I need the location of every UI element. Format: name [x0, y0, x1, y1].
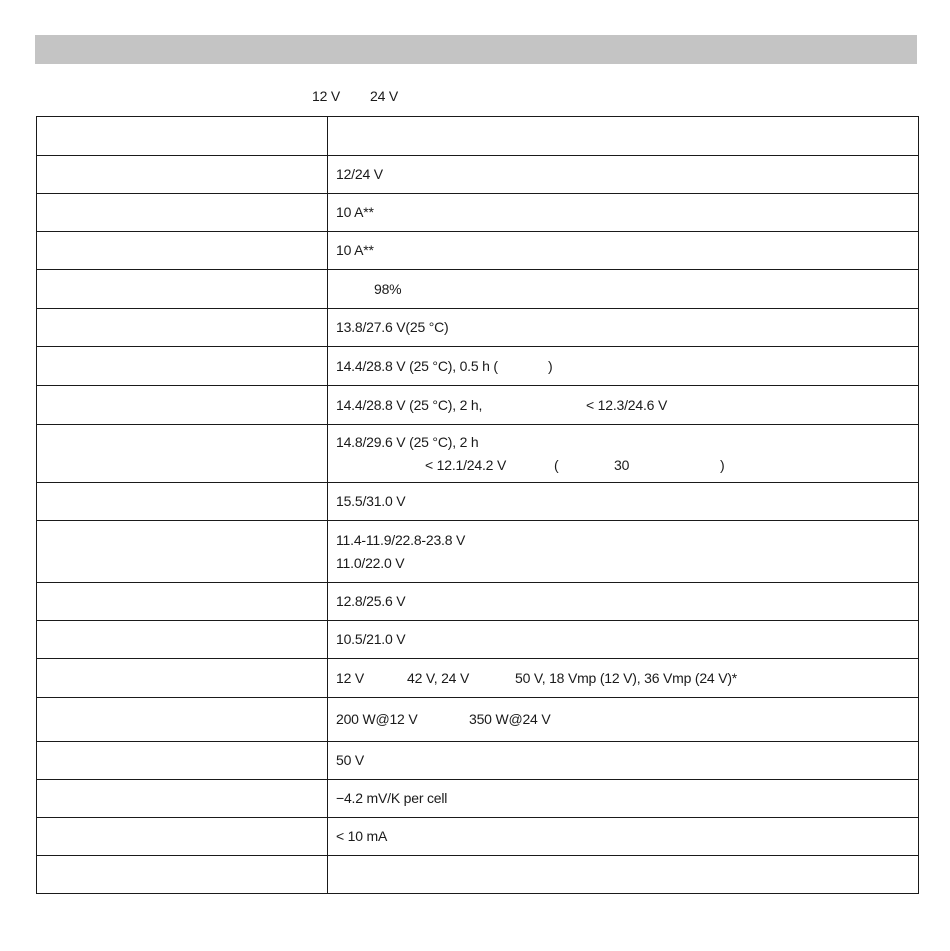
table-row: [37, 309, 919, 347]
value-cell: [328, 386, 919, 425]
table-row: [37, 856, 919, 894]
value-text: 98%: [374, 280, 402, 297]
value-cell: [328, 659, 919, 698]
value-line-2: 11.0/22.0 V: [336, 554, 405, 571]
value-cell: [328, 698, 919, 742]
parameter-cell: [37, 232, 328, 270]
parameter-cell: [37, 386, 328, 425]
parameter-cell: [37, 856, 328, 894]
table-row: [37, 194, 919, 232]
value-text: 30: [614, 456, 630, 473]
value-text: 14.4/28.8 V (25 °C), 2 h,: [336, 396, 483, 413]
table-row: [37, 117, 919, 156]
parameter-cell: [37, 425, 328, 483]
section-header-bar: [35, 35, 917, 64]
parameter-cell: [37, 270, 328, 309]
value-cell: −4.2 mV/K per cell: [328, 780, 919, 818]
value-cell: [328, 856, 919, 894]
value-text: 42 V, 24 V: [407, 669, 470, 686]
parameter-cell: [37, 659, 328, 698]
table-row: [37, 780, 919, 818]
value-text: ): [548, 357, 553, 374]
value-text: < 12.1/24.2 V: [425, 456, 507, 473]
value-cell: [328, 425, 919, 483]
parameter-cell: [37, 521, 328, 583]
parameter-cell: [37, 117, 328, 156]
parameter-cell: [37, 780, 328, 818]
value-cell: 50 V: [328, 742, 919, 780]
parameter-cell: [37, 309, 328, 347]
value-cell: 15.5/31.0 V: [328, 483, 919, 521]
table-row: [37, 583, 919, 621]
table-row: [37, 425, 919, 483]
table-row: [37, 621, 919, 659]
table-row: [37, 698, 919, 742]
value-text: 50 V, 18 Vmp (12 V), 36 Vmp (24 V)*: [515, 669, 738, 686]
specification-table: [36, 116, 919, 894]
value-cell: 10 A**: [328, 194, 919, 232]
value-text: (: [554, 456, 559, 473]
table-row: [37, 521, 919, 583]
table-row: [37, 659, 919, 698]
table-row: [37, 232, 919, 270]
parameter-cell: [37, 583, 328, 621]
table-row: [37, 347, 919, 386]
table-row: [37, 483, 919, 521]
value-cell: 13.8/27.6 V(25 °C): [328, 309, 919, 347]
parameter-cell: [37, 698, 328, 742]
table-row: [37, 386, 919, 425]
value-text: 350 W@24 V: [469, 711, 551, 727]
value-text: 14.4/28.8 V (25 °C), 0.5 h (: [336, 357, 498, 374]
value-cell: [328, 117, 919, 156]
value-text: < 12.3/24.6 V: [586, 396, 668, 413]
value-line-1: 14.8/29.6 V (25 °C), 2 h: [336, 433, 479, 450]
parameter-cell: [37, 621, 328, 659]
value-cell: [328, 347, 919, 386]
value-cell: [328, 270, 919, 309]
parameter-cell: [37, 742, 328, 780]
table-row: [37, 742, 919, 780]
value-cell: 10.5/21.0 V: [328, 621, 919, 659]
value-text: ): [720, 456, 725, 473]
parameter-cell: [37, 818, 328, 856]
parameter-cell: [37, 194, 328, 232]
value-text: 200 W@12 V: [336, 711, 418, 727]
parameter-cell: [37, 483, 328, 521]
value-cell: < 10 mA: [328, 818, 919, 856]
intro-voltage-24: 24 V: [370, 88, 398, 104]
value-cell: 10 A**: [328, 232, 919, 270]
value-line-1: 11.4-11.9/22.8-23.8 V: [336, 531, 466, 548]
value-cell: 12/24 V: [328, 156, 919, 194]
parameter-cell: [37, 156, 328, 194]
table-row: [37, 156, 919, 194]
table-row: [37, 818, 919, 856]
table-row: [37, 270, 919, 309]
intro-voltage-12: 12 V: [312, 88, 340, 104]
value-cell: 12.8/25.6 V: [328, 583, 919, 621]
parameter-cell: [37, 347, 328, 386]
value-cell: [328, 521, 919, 583]
value-text: 12 V: [336, 669, 364, 686]
